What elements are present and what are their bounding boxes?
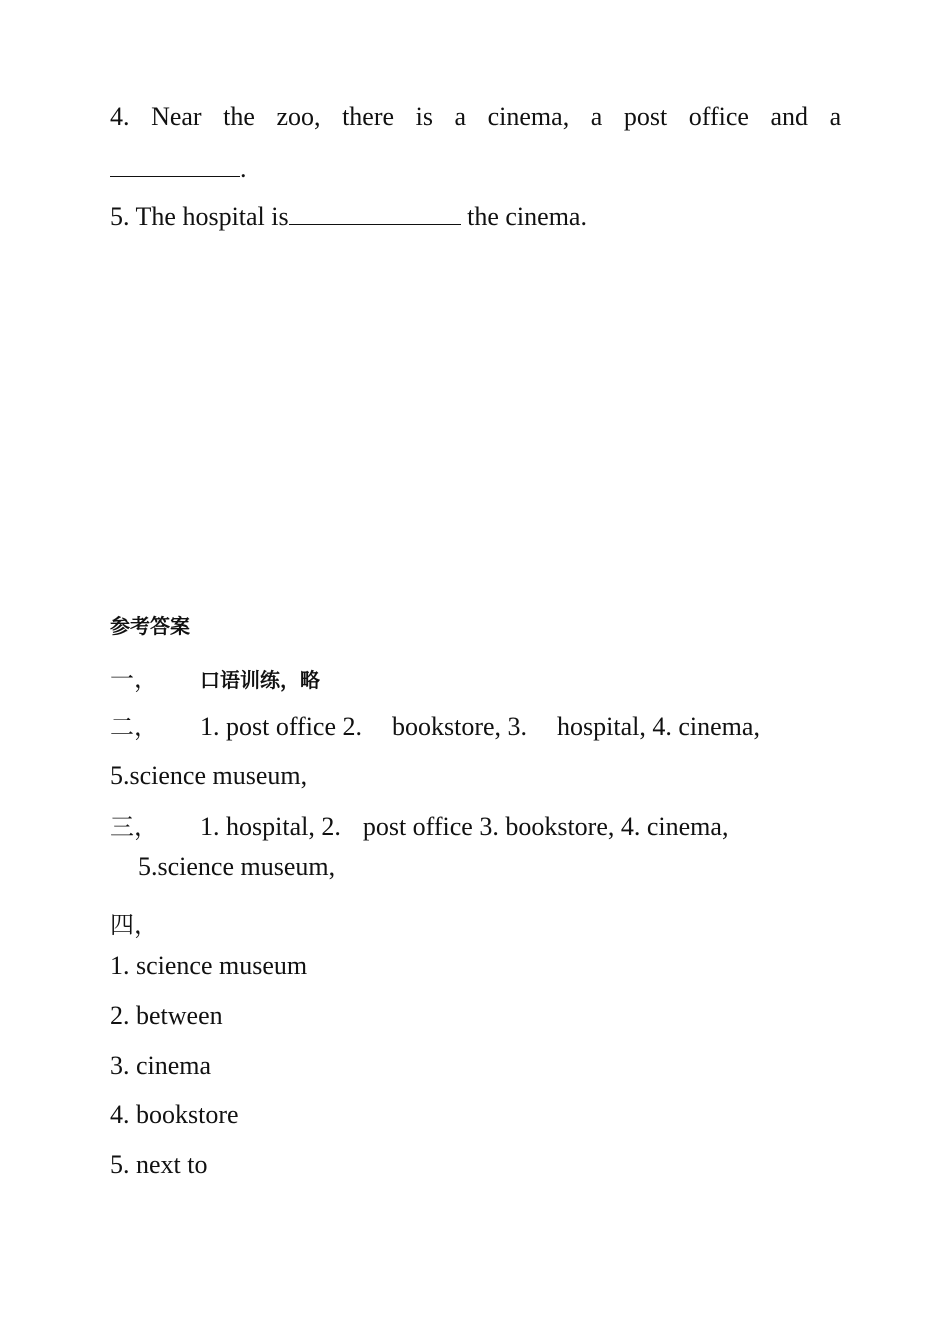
answers-title: 参考答案 <box>110 614 190 638</box>
answer-item: 2. between <box>110 1001 223 1030</box>
q4-word: is <box>415 102 433 131</box>
answer-item: bookstore, 3. <box>392 712 528 741</box>
q4-word: there <box>342 102 395 131</box>
q4-word: a <box>829 102 842 131</box>
q4-word: the <box>223 102 255 131</box>
answer-blank <box>289 200 461 225</box>
answer-item: 4. bookstore <box>110 1100 239 1129</box>
question-4-blank-line <box>110 152 247 184</box>
q4-word: and <box>770 102 809 131</box>
section-label: 一， <box>110 665 158 693</box>
answer-item: 1. post office 2. <box>200 712 362 741</box>
question-5 <box>110 200 587 232</box>
answer-blank <box>110 152 240 177</box>
q4-word: a <box>590 102 603 131</box>
answer-section-2-cont: 5.science museum, <box>110 761 308 790</box>
q4-word: 4. <box>110 102 130 131</box>
q4-word: post <box>623 102 668 131</box>
q4-word: a <box>454 102 467 131</box>
q5-after: the cinema. <box>460 202 587 231</box>
answer-section-3 <box>110 812 728 842</box>
answer-section-3-cont: 5.science museum, <box>138 852 336 881</box>
section-label: 三， <box>110 813 158 841</box>
section-label: 四， <box>110 911 158 939</box>
q5-before: 5. The hospital is <box>110 202 289 231</box>
answer-section-1 <box>110 664 320 695</box>
q4-word: Near <box>151 102 202 131</box>
section-label: 二， <box>110 713 158 741</box>
question-4 <box>110 102 841 132</box>
answer-item: 3. cinema <box>110 1051 212 1080</box>
q4-word: cinema, <box>487 102 570 131</box>
section-1-text: 口语训练，略 <box>200 668 320 692</box>
answer-section-4-label <box>110 910 158 940</box>
answer-item: hospital, 4. cinema, <box>557 712 760 741</box>
answer-item: 1. science museum <box>110 951 308 980</box>
q4-word: office <box>688 102 749 131</box>
answer-item: post office 3. bookstore, 4. cinema, <box>362 812 729 841</box>
answer-section-2 <box>110 712 760 742</box>
q4-word: zoo, <box>276 102 321 131</box>
answer-item: 1. hospital, 2. <box>200 812 341 841</box>
q4-end: . <box>240 154 247 183</box>
answer-item: 5. next to <box>110 1150 208 1179</box>
